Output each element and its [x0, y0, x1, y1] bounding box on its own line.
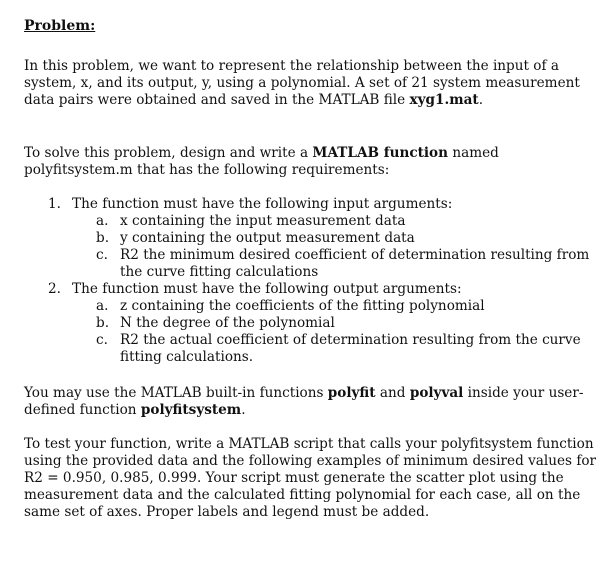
- functions-text-end: .: [241, 402, 246, 418]
- sub-item: [24, 298, 604, 315]
- matlab-function-term: MATLAB function: [312, 145, 449, 161]
- sub-item: [24, 332, 604, 366]
- intro-text-end: .: [478, 92, 484, 108]
- requirement-item-2: [24, 281, 604, 366]
- sub-item: [24, 315, 604, 332]
- testing-paragraph: [24, 436, 604, 521]
- functions-text-and: and: [375, 385, 410, 401]
- task-paragraph: [24, 145, 604, 179]
- problem-heading: Problem:: [24, 18, 96, 34]
- functions-text-mid: inside your user-defined function: [24, 385, 584, 418]
- requirement-number: 2.: [48, 281, 61, 297]
- requirements-list: [24, 196, 604, 366]
- data-file-name: xyg1.mat: [409, 92, 479, 108]
- polyval-term: polyval: [409, 385, 464, 401]
- sub-item: [24, 230, 604, 247]
- sub-item: [24, 247, 604, 281]
- sub-item-letter: b.: [96, 315, 110, 331]
- sub-item-text: x containing the input measurement data: [120, 213, 406, 229]
- sub-item-text: R2 the actual coefficient of determination resulting from the curve fitting calculations.: [120, 332, 581, 365]
- sub-item-letter: a.: [96, 213, 109, 229]
- task-text: To solve this problem, design and write a: [24, 145, 313, 161]
- intro-paragraph: [24, 58, 604, 109]
- sub-item-text: N the degree of the polynomial: [120, 315, 335, 331]
- intro-text: In this problem, we want to represent the relationship between the input of a system, x, and its output, y, using a polynomial. A set of 21 system measurement data pairs were obtained and saved in the MATLAB file: [24, 58, 580, 108]
- requirement-number: 1.: [48, 196, 61, 212]
- sub-item-letter: b.: [96, 230, 110, 246]
- sub-item-letter: c.: [96, 247, 108, 263]
- sub-item-text: z containing the coefficients of the fitting polynomial: [120, 298, 485, 314]
- sub-item-text: R2 the minimum desired coefficient of determination resulting from the curve fitting calculations: [120, 247, 590, 280]
- polyfitsystem-term: polyfitsystem: [140, 402, 242, 418]
- functions-paragraph: [24, 385, 604, 419]
- sub-item-letter: a.: [96, 298, 109, 314]
- requirement-text: The function must have the following input arguments:: [72, 196, 453, 212]
- polyfit-term: polyfit: [327, 385, 376, 401]
- sub-item: [24, 213, 604, 230]
- functions-text: You may use the MATLAB built-in functions: [24, 385, 328, 401]
- sub-item-text: y containing the output measurement data: [120, 230, 415, 246]
- sub-item-letter: c.: [96, 332, 108, 348]
- testing-text: To test your function, write a MATLAB script that calls your polyfitsystem function using the provided data and the following examples of minimum desired values for R2 = 0.950, 0.985, 0.999. Your script must generate the scatter plot using the measurement data and the calculated fitting polynomial for each case, all on the same set of axes. Proper labels and legend must be added.: [24, 436, 597, 520]
- requirement-text: The function must have the following output arguments:: [72, 281, 462, 297]
- requirement-item-1: [24, 196, 604, 281]
- task-text-end: named polyfitsystem.m that has the following requirements:: [24, 145, 499, 178]
